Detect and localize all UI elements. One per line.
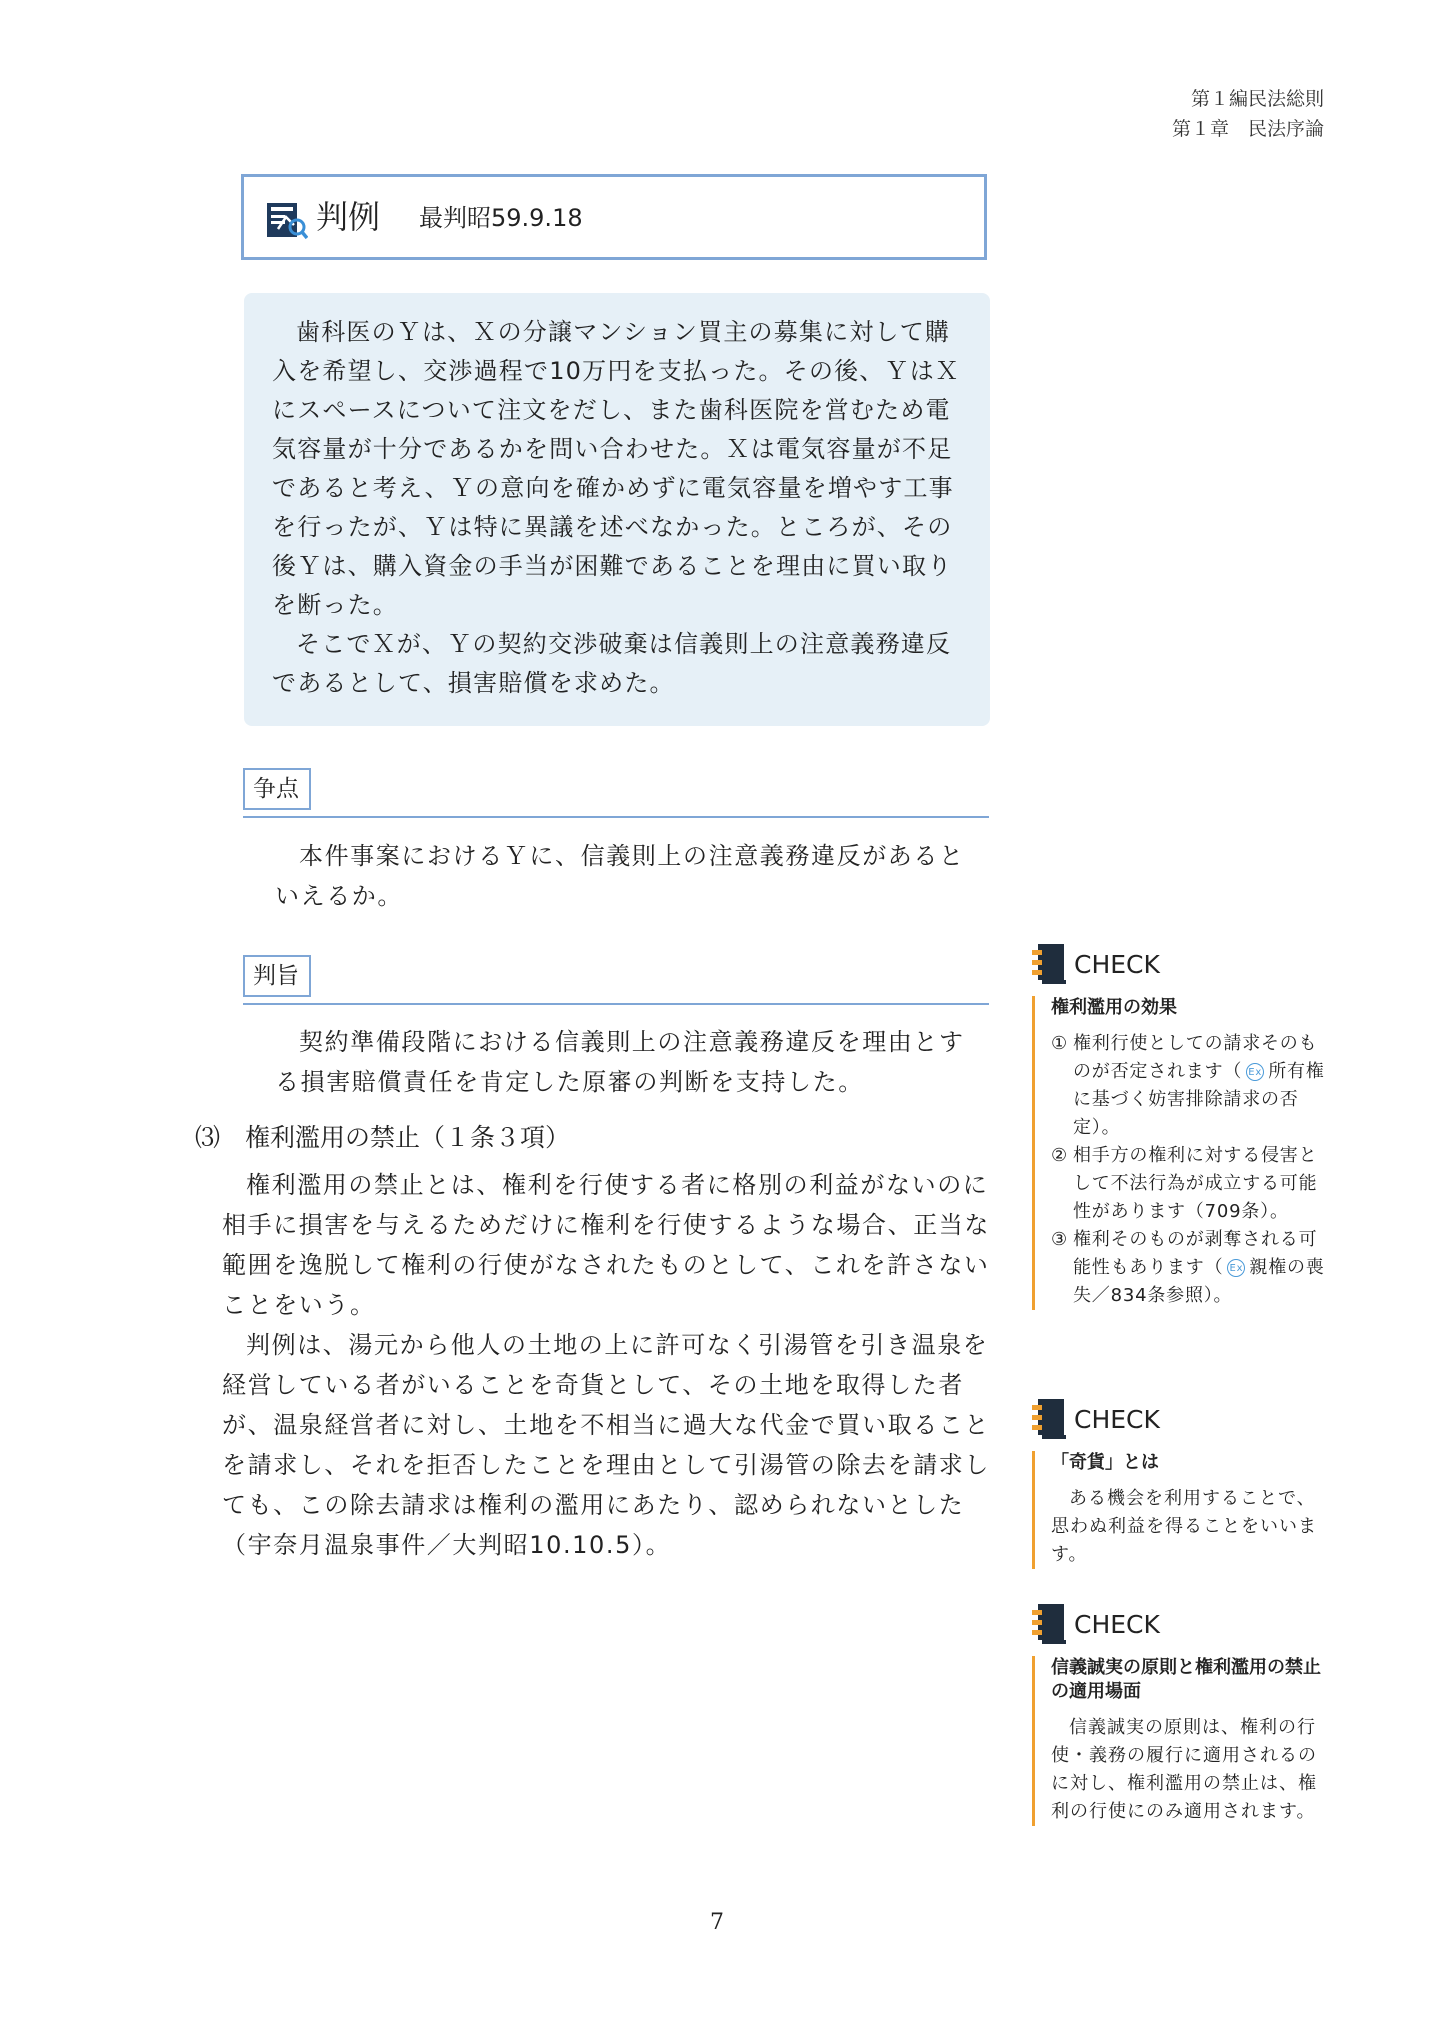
item-mark: ② bbox=[1051, 1145, 1068, 1166]
case-facts-box bbox=[244, 293, 990, 726]
holding-heading: 判旨 bbox=[243, 955, 311, 997]
check-box-3 bbox=[1030, 1600, 1330, 1826]
section-title-text: 権利濫用の禁止（１条３項） bbox=[245, 1123, 571, 1152]
check-text: ある機会を利用することで、思わぬ利益を得ることをいいます。 bbox=[1051, 1488, 1317, 1565]
check-word: CHECK bbox=[1074, 950, 1160, 979]
holding-text-paragraph: 契約準備段階における信義則上の注意義務違反を理由とする損害賠償責任を肯定した原審の判断を支持した。 bbox=[275, 1028, 965, 1096]
check-body bbox=[1032, 1656, 1330, 1826]
running-head-part: 第１編民法総則 bbox=[1190, 88, 1324, 110]
check-box-2 bbox=[1030, 1395, 1330, 1569]
item-text: 親権の喪失／834条参照）。 bbox=[1073, 1257, 1325, 1306]
check-title: 信義誠実の原則と権利濫用の禁止の適用場面 bbox=[1051, 1657, 1321, 1702]
issue-rule bbox=[243, 816, 989, 818]
item-mark: ③ bbox=[1051, 1229, 1068, 1250]
check-box-1 bbox=[1030, 940, 1330, 1310]
check-list-item bbox=[1051, 1030, 1330, 1142]
check-body bbox=[1032, 1451, 1330, 1569]
case-facts-paragraph: 歯科医のＹは、Ｘの分譲マンション買主の募集に対して購入を希望し、交渉過程で10万円を支払った。その後、ＹはＸにスペースについて注文をだし、また歯科医院を営むため電気容量が十分であるかを問い合わせた。Ｘは電気容量が不足であると考え、Ｙの意向を確かめずに電気容量を増やす工事を行ったが、Ｙは特に異議を述べなかった。ところが、その後Ｙは、購入資金の手当が困難であることを理由に買い取りを断った。 bbox=[272, 318, 961, 619]
running-head-chapter: 第１章 民法序論 bbox=[1171, 118, 1324, 140]
issue-text-paragraph: 本件事案におけるＹに、信義則上の注意義務違反があるといえるか。 bbox=[275, 842, 965, 910]
page-number: 7 bbox=[710, 1910, 724, 1935]
section-paragraph: 判例は、湯元から他人の土地の上に許可なく引湯管を引き温泉を経営している者がいることを奇貨として、その土地を取得した者が、温泉経営者に対し、土地を不相当に過大な代金で買い取ることを請求し、それを拒否したことを理由として引湯管の除去を請求しても、この除去請求は権利の濫用にあたり、認められないとした（宇奈月温泉事件／大判昭10.10.5）。 bbox=[222, 1331, 990, 1559]
check-header bbox=[1030, 940, 1330, 990]
case-header-box bbox=[241, 174, 987, 260]
check-notebook-icon bbox=[1030, 1397, 1070, 1441]
check-text: 信義誠実の原則は、権利の行使・義務の履行に適用されるのに対し、権利濫用の禁止は、権利の行使にのみ適用されます。 bbox=[1051, 1717, 1317, 1822]
holding-text bbox=[275, 1022, 989, 1102]
item-mark: ① bbox=[1051, 1033, 1068, 1054]
item-text: 権利行使としての請求そのものが否定されます（ bbox=[1073, 1033, 1318, 1082]
check-title: 「奇貨」とは bbox=[1051, 1452, 1159, 1473]
section-paragraph: 権利濫用の禁止とは、権利を行使する者に格別の利益がないのに相手に損害を与えるためだけに権利を行使するような場合、正当な範囲を逸脱して権利の行使がなされたものとして、これを許さないことをいう。 bbox=[222, 1171, 990, 1319]
issue-heading: 争点 bbox=[243, 768, 311, 810]
check-word: CHECK bbox=[1074, 1610, 1160, 1639]
section-body bbox=[222, 1165, 992, 1565]
check-word: CHECK bbox=[1074, 1405, 1160, 1434]
section-number: ⑶ bbox=[195, 1123, 221, 1152]
running-head bbox=[1172, 84, 1324, 144]
check-list-item bbox=[1051, 1226, 1330, 1310]
check-notebook-icon bbox=[1030, 942, 1070, 986]
check-title: 権利濫用の効果 bbox=[1051, 997, 1177, 1018]
item-text: 相手方の権利に対する侵害として不法行為が成立する可能性があります（709条）。 bbox=[1073, 1145, 1318, 1222]
section-title bbox=[195, 1118, 570, 1158]
ex-badge-icon: Ex bbox=[1246, 1063, 1264, 1081]
case-facts-paragraph: そこでＸが、Ｙの契約交渉破棄は信義則上の注意義務違反であるとして、損害賠償を求めた。 bbox=[272, 630, 952, 697]
item-text: 権利そのものが剥奪される可能性もあります（ bbox=[1073, 1229, 1318, 1278]
check-header bbox=[1030, 1395, 1330, 1445]
check-notebook-icon bbox=[1030, 1602, 1070, 1646]
issue-text bbox=[275, 836, 989, 916]
check-list-item bbox=[1051, 1142, 1330, 1226]
case-reference: 最判昭59.9.18 bbox=[419, 204, 583, 232]
check-body bbox=[1032, 996, 1330, 1310]
ex-badge-icon: Ex bbox=[1227, 1259, 1245, 1277]
item-text: 所有権に基づく妨害排除請求の否定）。 bbox=[1073, 1061, 1325, 1138]
check-header bbox=[1030, 1600, 1330, 1650]
case-label: 判例 bbox=[316, 198, 381, 236]
holding-rule bbox=[243, 1003, 989, 1005]
case-document-icon bbox=[264, 197, 308, 241]
